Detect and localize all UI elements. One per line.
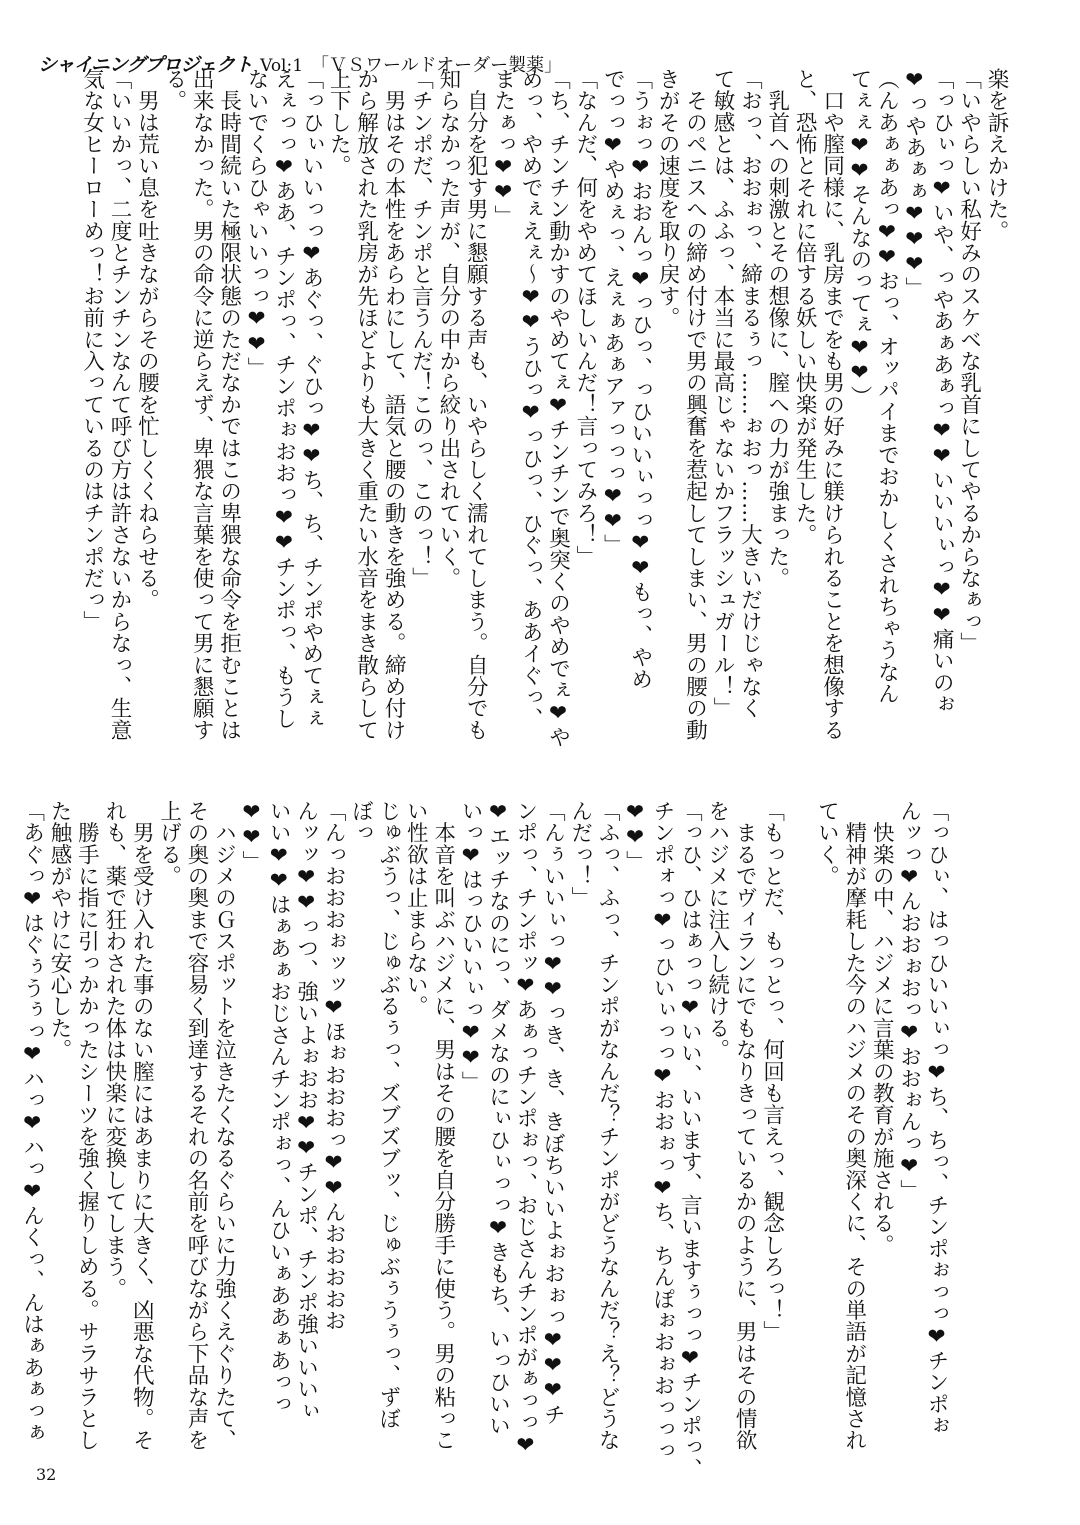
text-line: い性欲は止まらない。 bbox=[403, 800, 429, 1017]
text-line: 本音を叫ぶハジメに、男はその腰を自分勝手に使う。男の粘っこ bbox=[430, 800, 456, 1451]
text-line: 「ち、チンチン動かすのやめてぇ❤チンチンで奥突くのやめでぇ❤や bbox=[545, 68, 571, 748]
text-line: 「っひぃいいっっ❤あぐっ、ぐひっ❤❤ち、ち、チンポやめてぇぇ bbox=[298, 68, 324, 730]
text-line: 「っひぃ、はっひいいぃっ❤ち、ちっ、チンポぉっっ❤チンポぉ bbox=[924, 800, 949, 1437]
text-line: 上下した。 bbox=[326, 68, 352, 177]
text-line bbox=[786, 800, 813, 1440]
text-line: またぁっ❤❤」 bbox=[490, 68, 516, 227]
text-line: をハジメに注入し続ける。 bbox=[704, 800, 730, 1061]
text-line: 男はその本性をあらわにして、語気と腰の動きを強める。締め付け bbox=[381, 68, 407, 741]
text-line: ないでくらひゃいいっっ❤❤」 bbox=[244, 68, 270, 379]
text-line: そのペニスへの締め付けで男の興奮を惹起してしまい、男の腰の動 bbox=[682, 68, 708, 741]
text-line: じゅぶうっ、じゅぶるぅっ、ズブズブッ、じゅぶぅうぅっ、ずぼ bbox=[375, 800, 401, 1430]
text-line: 「んぅいいぃっ❤❤っき、き、きぼちいいよぉおぉっ❤❤❤チ bbox=[540, 800, 566, 1426]
text-line: いい❤❤はぁあぁおじさんチンポぉっ、んひいぁああぁあっっ bbox=[266, 800, 292, 1415]
text-line: 「いいかっ、二度とチンチンなんて呼び方は許さないからなっ、生意 bbox=[107, 68, 132, 741]
text-line: 精神が摩耗した今のハジメのその奥深くに、その単語が記憶され bbox=[841, 800, 867, 1451]
text-line: 「っひ、ひはぁっっ❤いい、いいます、言いますぅっっ❤チンポっ、 bbox=[677, 800, 703, 1480]
text-line: ハジメのＧスポットを泣きたくなるぐらいに力強くえぐりたて、 bbox=[211, 800, 237, 1451]
text-line: 出来なかった。男の命令に逆らえず、卑猥な言葉を使って男に懇願す bbox=[189, 68, 215, 741]
text-line: 長時間続いた極限状態のただなかではこの卑猥な命令を拒むことは bbox=[216, 68, 242, 741]
text-line: 「あぐっ❤はぐぅうぅっ❤ハっ❤ハっ❤んくっ、んはぁあぁっぁ bbox=[19, 800, 45, 1444]
text-line: でっっ❤やめぇっ、えぇぁあぁアァっっっ❤❤」 bbox=[600, 68, 626, 556]
text-line: ❤エッチなのにっ、ダメなのにぃひぃっっ❤きもち、いっひいい bbox=[485, 800, 511, 1437]
text-line: んだっ！」 bbox=[567, 800, 593, 909]
text-line: て敏感とは、ふふっ、本当に最高じゃないかフラッシュガール！」 bbox=[709, 68, 735, 719]
volume-label: Vol:1 bbox=[260, 56, 304, 76]
text-line: 男を受け入れた事のない膣にはあまりに大きく、凶悪な代物。そ bbox=[129, 800, 155, 1451]
text-line: から解放された乳房が先ほどよりも大きく重たい水音をまき散らして bbox=[353, 68, 379, 741]
text-line: 「うぉっ❤おおんっ❤っひっ、っひいいぃっっ❤❤もっ、やめ bbox=[627, 68, 653, 690]
page-number: 32 bbox=[36, 1465, 57, 1484]
text-line: 「んっおおおぉッッ❤ほぉおおおっ❤❤んおおおおお bbox=[321, 800, 347, 1332]
text-line: その奥の奥まで容易く到達するそれの名前を呼びながら下品な声を bbox=[184, 800, 210, 1451]
text-line: （んあぁぁあっ❤❤おっ、オッパイまでおかしくされちゃうなん bbox=[874, 68, 900, 705]
text-line: る。 bbox=[161, 68, 187, 112]
text-line: 「っひぃっ❤いや、っやあぁあぁっ❤❤いいいぃっ❤❤痛いのぉ bbox=[929, 68, 955, 715]
text-line: ていく。 bbox=[814, 800, 840, 887]
text-line: 「もっとだ、もっとっ、何回も言えっ、観念しろっ！」 bbox=[759, 800, 785, 1343]
text-line: 「いやらしい私好みのスケベな乳首にしてやるからなぁっ」 bbox=[956, 68, 982, 654]
text-line: ❤❤」 bbox=[622, 800, 648, 873]
text-line: いっ❤はっひいいぃっ❤❤」 bbox=[458, 800, 484, 1093]
text-line: ❤っやあぁぁ❤❤❤」 bbox=[901, 68, 927, 299]
text-line: んッッ❤❤っつ、強いよぉおお❤❤チンポ、チンポ強いいいぃ bbox=[293, 800, 319, 1422]
text-line: 楽を訴えかけた。 bbox=[984, 68, 1009, 242]
text-line: 「ふっ、ふっ、チンポがなんだ？チンポがどうなんだ？え？どうな bbox=[595, 800, 621, 1451]
text-line: 知らなかった声が、自分の中から絞り出されていく。 bbox=[435, 68, 461, 589]
text-line: 「おっ、おおぉっ、締まるぅっ……ぉおっ……大きいだけじゃなく bbox=[737, 68, 763, 719]
text-line: 乳首への刺激とその想像に、膣への力が強まった。 bbox=[764, 68, 790, 589]
text-line: 「なんだ、何をやめてほしいんだ！言ってみろ！」 bbox=[572, 68, 598, 568]
chapter-subtitle: 「ＶＳワールドオーダー製薬」 bbox=[311, 55, 563, 76]
text-line: と、恐怖とそれに倍する妖しい快楽が発生した。 bbox=[792, 68, 818, 546]
text-line: まるでヴィランにでもなりきっているかのように、男はその情欲 bbox=[732, 800, 758, 1451]
text-line: んッっ❤んおおぉおっ❤おおぉんっ❤」 bbox=[896, 800, 922, 1202]
text-line: 上げる。 bbox=[156, 800, 182, 887]
text-line: ンポっ、チンポッ❤あぁっチンポぉっ、おじさんチンポがぁっっ❤ bbox=[512, 800, 538, 1458]
text-line: 口や膣同様に、乳房までをも男の好みに躾けられることを想像する bbox=[819, 68, 845, 741]
text-line: えぇっっ❤ああ、チンポっ、チンポぉおおっ❤❤チンポっ、もうし bbox=[271, 68, 297, 730]
text-line: てぇぇ❤❤そんなのってぇ❤❤） bbox=[846, 68, 872, 408]
text-line: ❤❤」 bbox=[238, 800, 264, 873]
text-block-upper bbox=[78, 68, 1010, 768]
text-line: れも、薬で狂わされた体は快楽に変換してしまう。 bbox=[101, 800, 127, 1300]
series-title: シャイニングプロジェクト bbox=[38, 54, 253, 76]
text-line: ぼっ bbox=[348, 800, 374, 844]
text-line: めっ、やめでぇえぇ〜❤❤うひっ❤っひっ、ひぐっ、ああイぐっ、 bbox=[518, 68, 544, 730]
text-line: 「チンポだ、チンポと言うんだ！このっ、このっ！」 bbox=[408, 68, 434, 589]
text-line: 自分を犯す男に懇願する声も、いやらしく濡れてしまう。自分でも bbox=[463, 68, 489, 741]
text-line: チンポォっ❤っひいぃっっ❤おおぉっ❤ち、ちんぽぉおぉおっっっ bbox=[649, 800, 675, 1462]
text-line: きがその速度を取り戻す。 bbox=[655, 68, 681, 329]
text-line: 男は荒い息を吐きながらその腰を忙しくくねらせる。 bbox=[134, 68, 160, 611]
text-line: 気な女ヒーローめっ！お前に入っているのはチンポだっ」 bbox=[79, 68, 105, 633]
text-line: 勝手に指に引っかかったシーツを強く握りしめる。サラサラとし bbox=[74, 800, 100, 1451]
text-line: 快楽の中、ハジメに言葉の教育が施される。 bbox=[869, 800, 895, 1256]
text-line: た触感がやけに安心した。 bbox=[47, 800, 72, 1061]
